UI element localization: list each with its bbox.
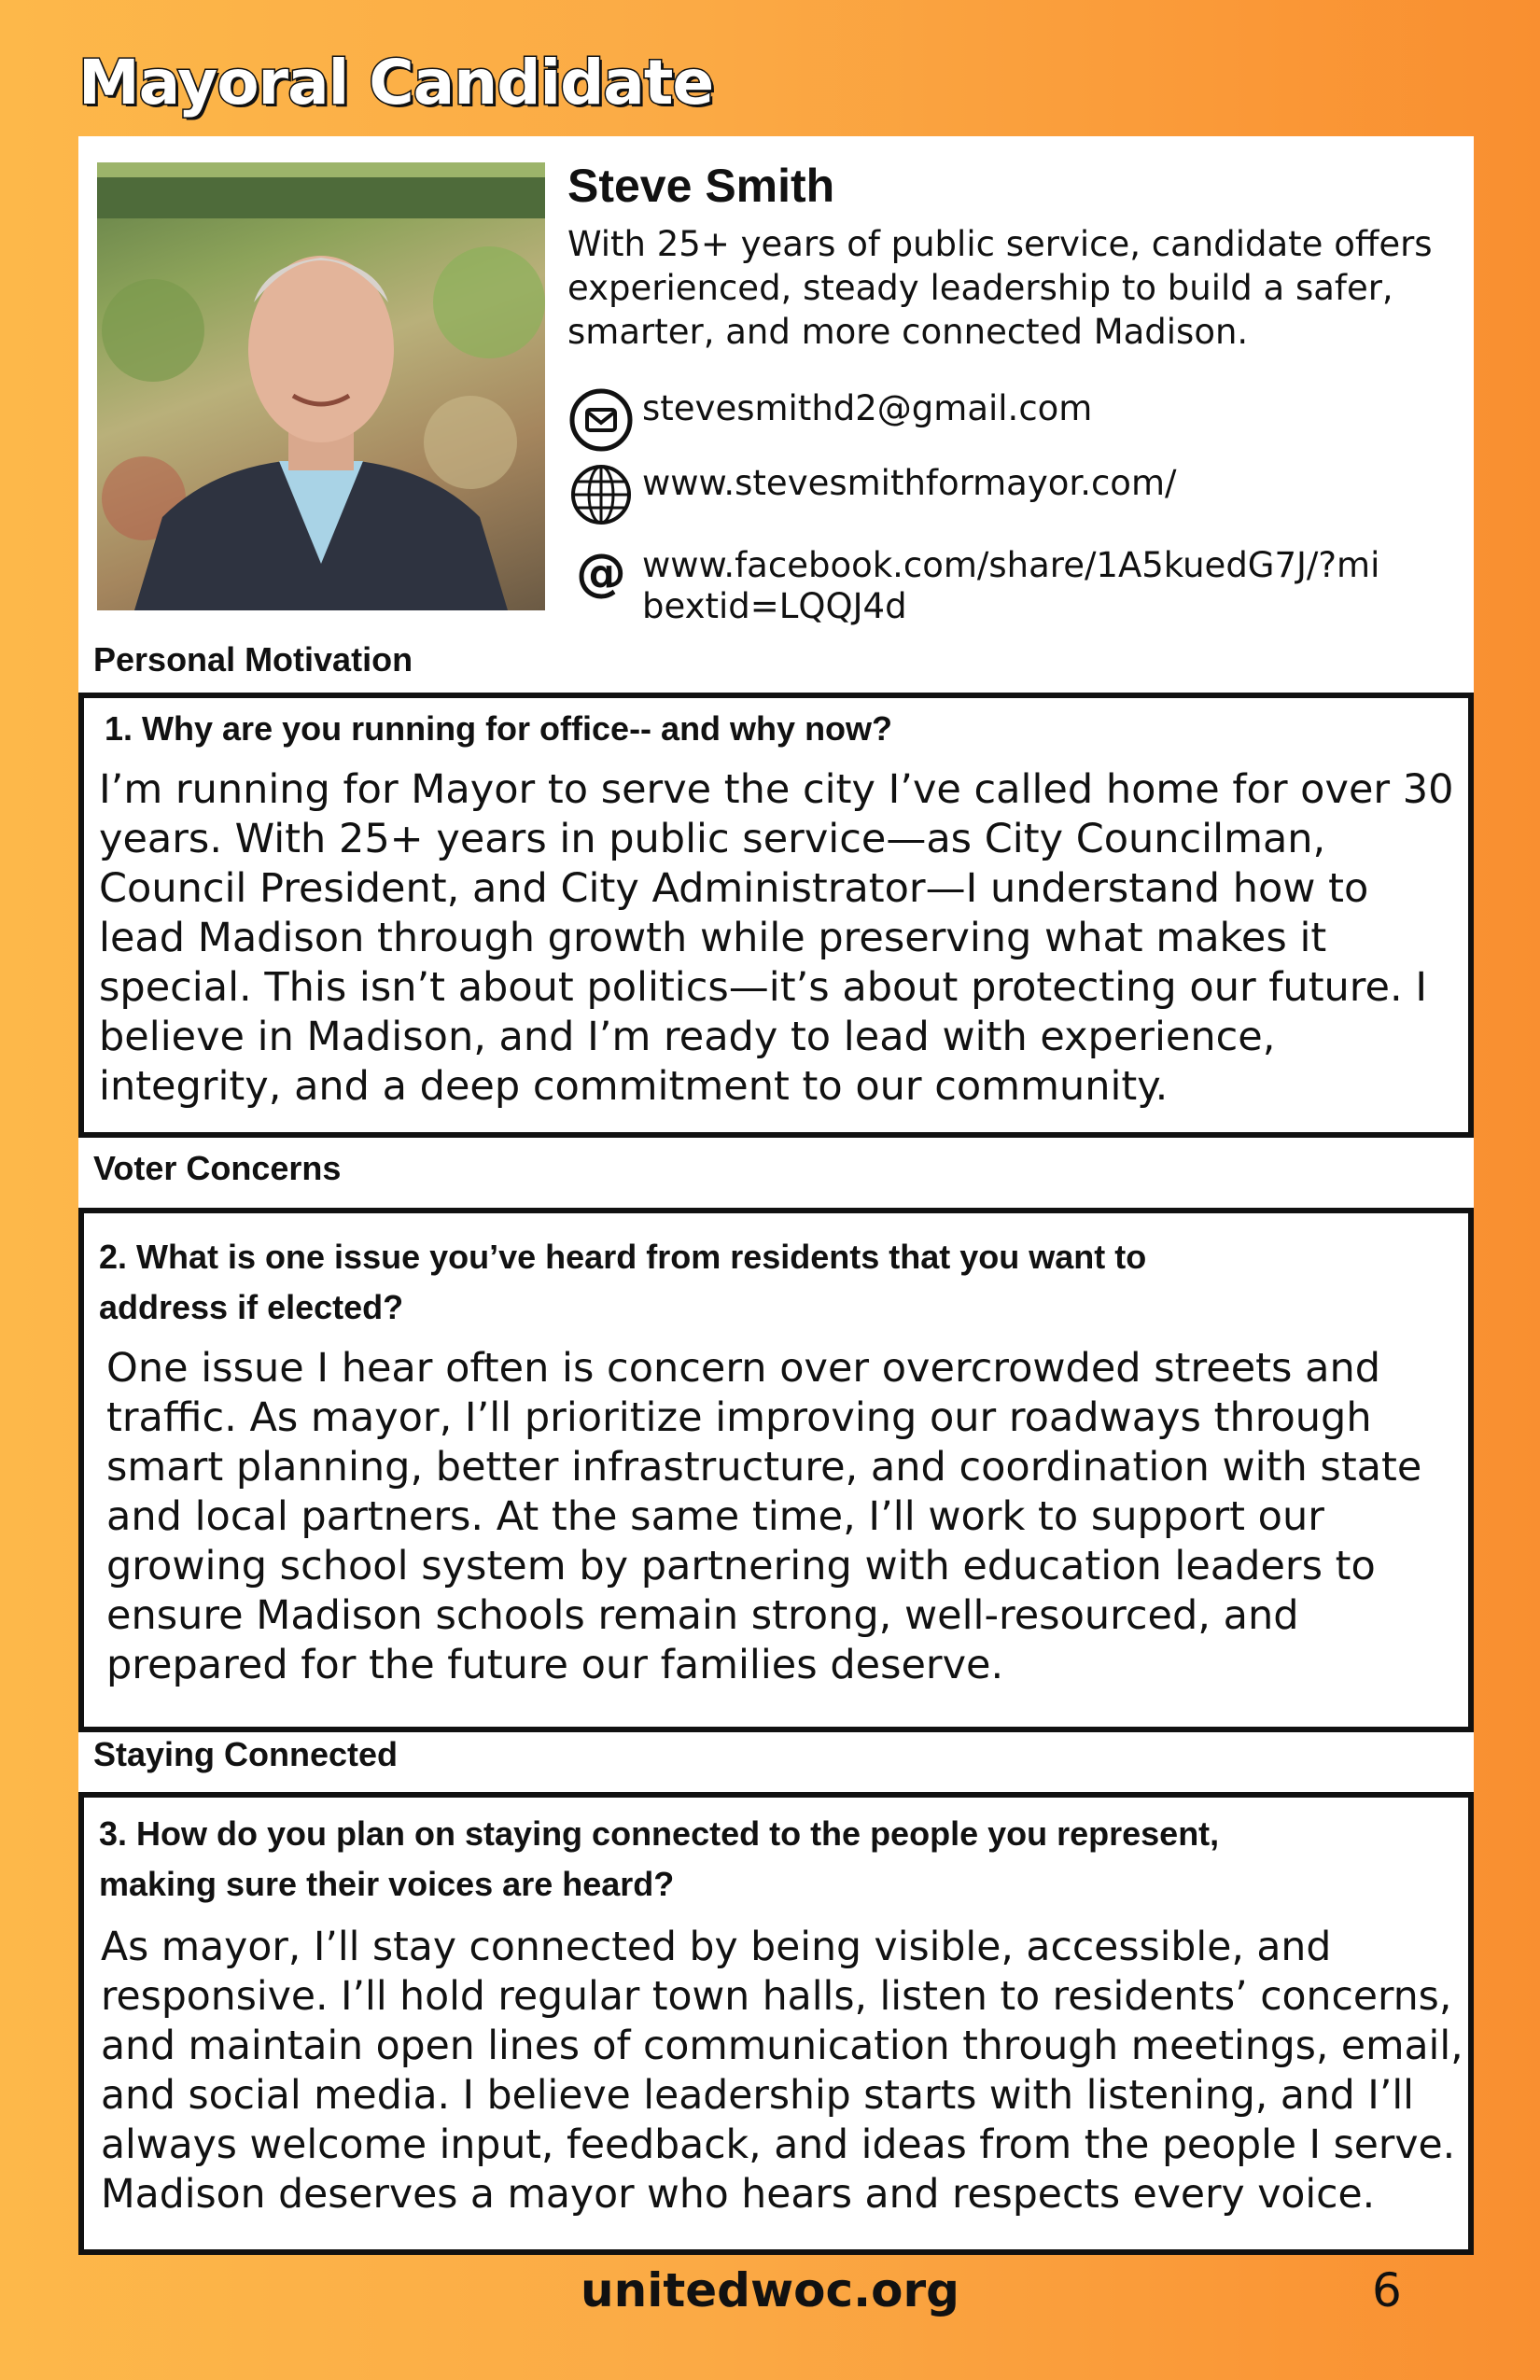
question-text: How do you plan on staying connected to the people you represent, making sure their voices are heard? <box>99 1814 1220 1903</box>
question-2 <box>99 1232 1182 1333</box>
facebook-link[interactable]: www.facebook.com/share/1A5kuedG7J/?mibextid=LQQJ4d <box>642 545 1380 626</box>
answer-3: As mayor, I’ll stay connected by being visible, accessible, and responsive. I’ll hold regular town halls, listen to residents’ concerns, and maintain open lines of communication through meetings, email, and social media. I believe leadership starts with listening, and I’ll always welcome input, feedback, and ideas from the people I serve. Madison deserves a mayor who hears and respects every voice. <box>101 1925 1463 2218</box>
question-text: Why are you running for office-- and why now? <box>142 709 893 748</box>
globe-icon <box>567 463 635 526</box>
candidate-card <box>78 136 1474 2255</box>
candidate-bio: With 25+ years of public service, candidate offers experienced, steady leadership to build a safer, smarter, and more connected Madison. <box>567 224 1433 352</box>
answer-2: One issue I hear often is concern over overcrowded streets and traffic. As mayor, I’ll prioritize improving our roadways through smart planning, better infrastructure, and coordination with state and local partners. At the same time, I’ll work to support our growing school system by partnering with education leaders to ensure Madison schools remain strong, well-resourced, and prepared for the future our families deserve. <box>106 1345 1422 1688</box>
candidate-photo <box>97 162 545 610</box>
question-text: What is one issue you’ve heard from residents that you want to address if elected? <box>99 1238 1147 1326</box>
section-label-staying-connected: Staying Connected <box>93 1735 399 1773</box>
email-link[interactable]: stevesmithd2@gmail.com <box>642 388 1093 428</box>
website-link[interactable]: www.stevesmithformayor.com/ <box>642 463 1177 503</box>
website-contact[interactable] <box>567 463 1400 526</box>
page-number: 6 <box>1372 2263 1402 2317</box>
at-icon: @ <box>576 543 626 602</box>
question-number: 3. <box>99 1814 128 1853</box>
question-3 <box>99 1809 1275 1910</box>
candidate-name: Steve Smith <box>567 160 835 212</box>
mail-icon <box>567 388 635 452</box>
question-number: 2. <box>99 1238 128 1276</box>
question-number: 1. <box>105 709 133 748</box>
facebook-contact[interactable] <box>567 545 1381 627</box>
section-label-voter-concerns: Voter Concerns <box>93 1149 342 1187</box>
question-1 <box>105 704 1430 754</box>
page-title: Mayoral Candidate <box>78 47 714 119</box>
answer-1: I’m running for Mayor to serve the city I’ve called home for over 30 years. With 25+ years in public service—as City Councilman, Council President, and City Administrator—I understand how to lead Madison through growth while preserving what makes it special. This isn’t about politics—it’s about protecting our future. I believe in Madison, and I’m ready to lead with experience, integrity, and a deep commitment to our community. <box>99 766 1454 1110</box>
qa-box-1 <box>78 693 1474 1138</box>
qa-box-2 <box>78 1208 1474 1732</box>
qa-box-3 <box>78 1792 1474 2255</box>
email-contact[interactable] <box>567 388 1400 452</box>
footer-website[interactable]: unitedwoc.org <box>581 2263 959 2317</box>
section-label-personal-motivation: Personal Motivation <box>93 640 413 679</box>
